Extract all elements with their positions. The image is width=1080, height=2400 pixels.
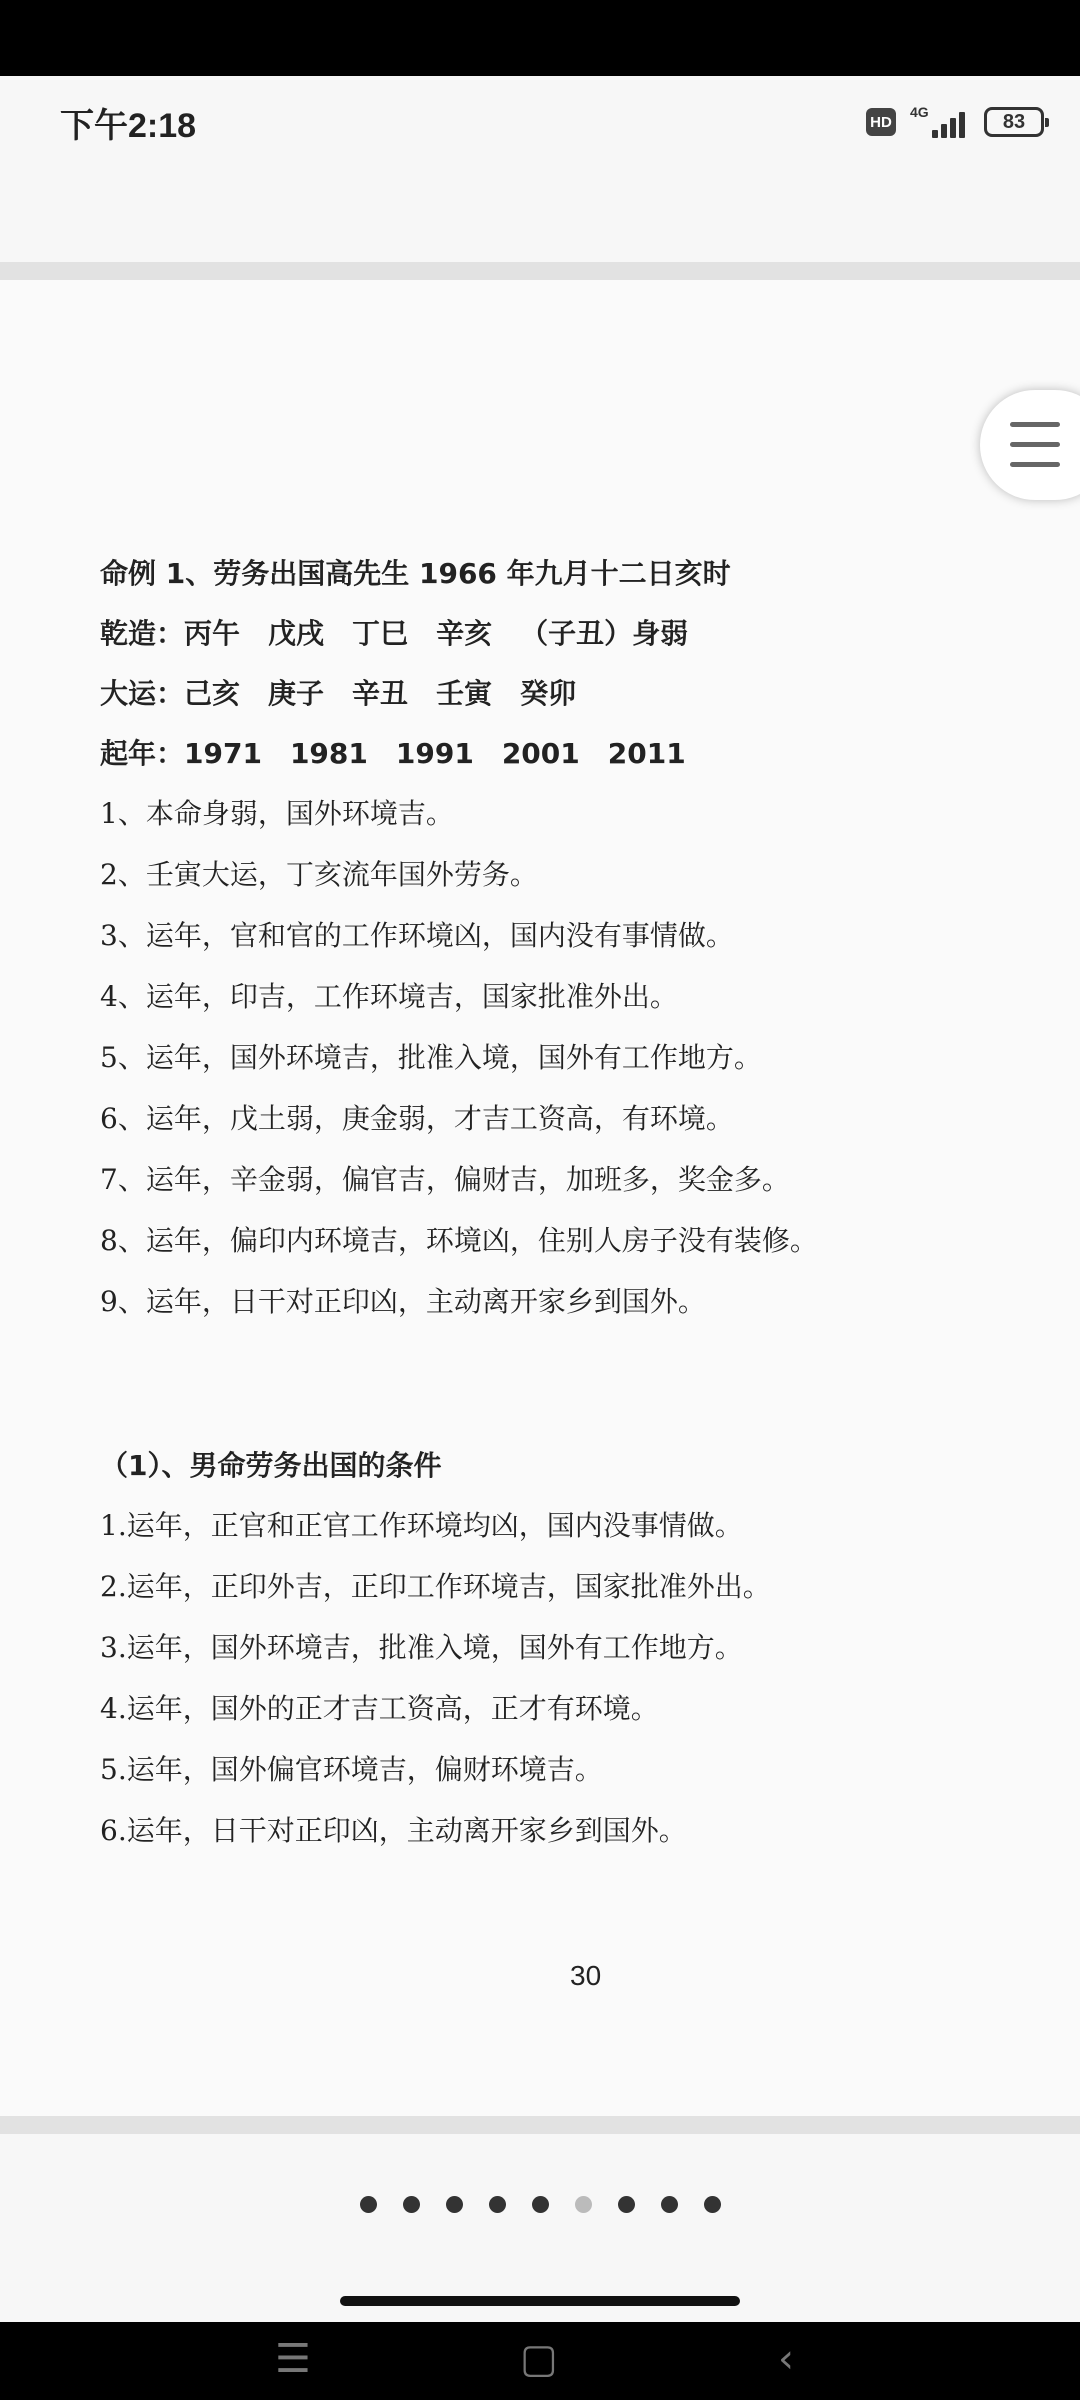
- case-point: 7、运年，辛金弱，偏官吉，偏财吉，加班多，奖金多。: [100, 1163, 790, 1196]
- condition-item: 6.运年，日干对正印凶，主动离开家乡到国外。: [100, 1814, 687, 1847]
- qinian-item: 1971: [184, 737, 262, 770]
- case-point: 9、运年，日干对正印凶，主动离开家乡到国外。: [100, 1285, 706, 1318]
- qinian-item: 1981: [289, 737, 368, 770]
- case-point: 5、运年，国外环境吉，批准入境，国外有工作地方。: [100, 1041, 762, 1074]
- case-point: 4、运年，印吉，工作环境吉，国家批准外出。: [100, 980, 678, 1013]
- menu-icon: [1010, 422, 1060, 427]
- nav-home-button[interactable]: ▢: [520, 2336, 558, 2382]
- network-type-label: 4G: [910, 104, 929, 120]
- conditions-title: （1）、男命劳务出国的条件: [100, 1449, 442, 1482]
- pagination-dot[interactable]: [532, 2196, 549, 2213]
- top-black-bar: [0, 0, 1080, 76]
- case-point: 1、本命身弱，国外环境吉。: [100, 797, 454, 830]
- nav-menu-button[interactable]: ☰: [275, 2336, 311, 2382]
- qianzao-item: 丙午: [184, 617, 241, 650]
- hd-icon: HD: [866, 108, 896, 136]
- status-bar: [0, 76, 1080, 172]
- battery-level: 83: [1002, 110, 1026, 133]
- case-point: 2、壬寅大运，丁亥流年国外劳务。: [100, 858, 538, 891]
- qinian-item: 2011: [607, 737, 686, 770]
- qinian-item: 1991: [395, 737, 474, 770]
- qinian-label: 起年：: [100, 737, 185, 770]
- condition-item: 5.运年，国外偏官环境吉，偏财环境吉。: [100, 1753, 603, 1786]
- page-number: 30: [570, 1960, 602, 1991]
- dayun-item: 壬寅: [436, 677, 493, 710]
- system-nav-bar: [0, 2322, 1080, 2400]
- pagination-dots: [0, 2196, 1080, 2213]
- condition-item: 3.运年，国外环境吉，批准入境，国外有工作地方。: [100, 1631, 743, 1664]
- page-separator-top: [0, 262, 1080, 280]
- menu-button[interactable]: [980, 390, 1080, 500]
- qianzao-item: 丁巳: [352, 617, 409, 650]
- pagination-dot[interactable]: [661, 2196, 678, 2213]
- condition-item: 1.运年，正官和正官工作环境均凶，国内没事情做。: [100, 1509, 743, 1542]
- dayun-row: [100, 674, 576, 714]
- menu-icon-line: [1010, 462, 1060, 467]
- pagination-dot[interactable]: [489, 2196, 506, 2213]
- status-icons: [866, 102, 1044, 142]
- case-point: 8、运年，偏印内环境吉，环境凶，住别人房子没有装修。: [100, 1224, 818, 1257]
- status-time: 下午2:18: [60, 107, 197, 145]
- qinian-item: 2001: [501, 737, 580, 770]
- pagination-dot[interactable]: [704, 2196, 721, 2213]
- condition-item: 4.运年，国外的正才吉工资高，正才有环境。: [100, 1692, 659, 1725]
- dayun-label: 大运：: [100, 677, 185, 710]
- dayun-item: 庚子: [268, 677, 325, 710]
- pagination-dot-active[interactable]: [575, 2196, 592, 2213]
- menu-icon-line: [1010, 442, 1060, 447]
- document-page: [0, 280, 1080, 2116]
- reader-screen: [0, 76, 1080, 2322]
- case-point: 3、运年，官和官的工作环境凶，国内没有事情做。: [100, 919, 734, 952]
- pagination-dot[interactable]: [403, 2196, 420, 2213]
- qianzao-label: 乾造：: [100, 617, 185, 650]
- case-title: 命例 1、劳务出国高先生 1966 年九月十二日亥时: [100, 557, 731, 590]
- case-point: 6、运年，戊土弱，庚金弱，才吉工资高，有环境。: [100, 1102, 734, 1135]
- dayun-item: 癸卯: [520, 677, 577, 710]
- nav-back-button[interactable]: ‹: [778, 2336, 794, 2382]
- qianzao-row: [100, 614, 688, 654]
- dayun-item: 己亥: [184, 677, 241, 710]
- qinian-row: [100, 734, 686, 774]
- dayun-item: 辛丑: [352, 677, 409, 710]
- condition-item: 2.运年，正印外吉，正印工作环境吉，国家批准外出。: [100, 1570, 771, 1603]
- signal-icon: [910, 104, 970, 140]
- qianzao-item: 辛亥: [436, 617, 493, 650]
- home-indicator[interactable]: [340, 2296, 740, 2306]
- qianzao-item: 戊戌: [268, 617, 325, 650]
- pagination-dot[interactable]: [446, 2196, 463, 2213]
- page-separator-bottom: [0, 2116, 1080, 2134]
- battery-icon: [984, 107, 1044, 137]
- pagination-dot[interactable]: [360, 2196, 377, 2213]
- pagination-dot[interactable]: [618, 2196, 635, 2213]
- qianzao-item: （子丑）身弱: [520, 617, 689, 650]
